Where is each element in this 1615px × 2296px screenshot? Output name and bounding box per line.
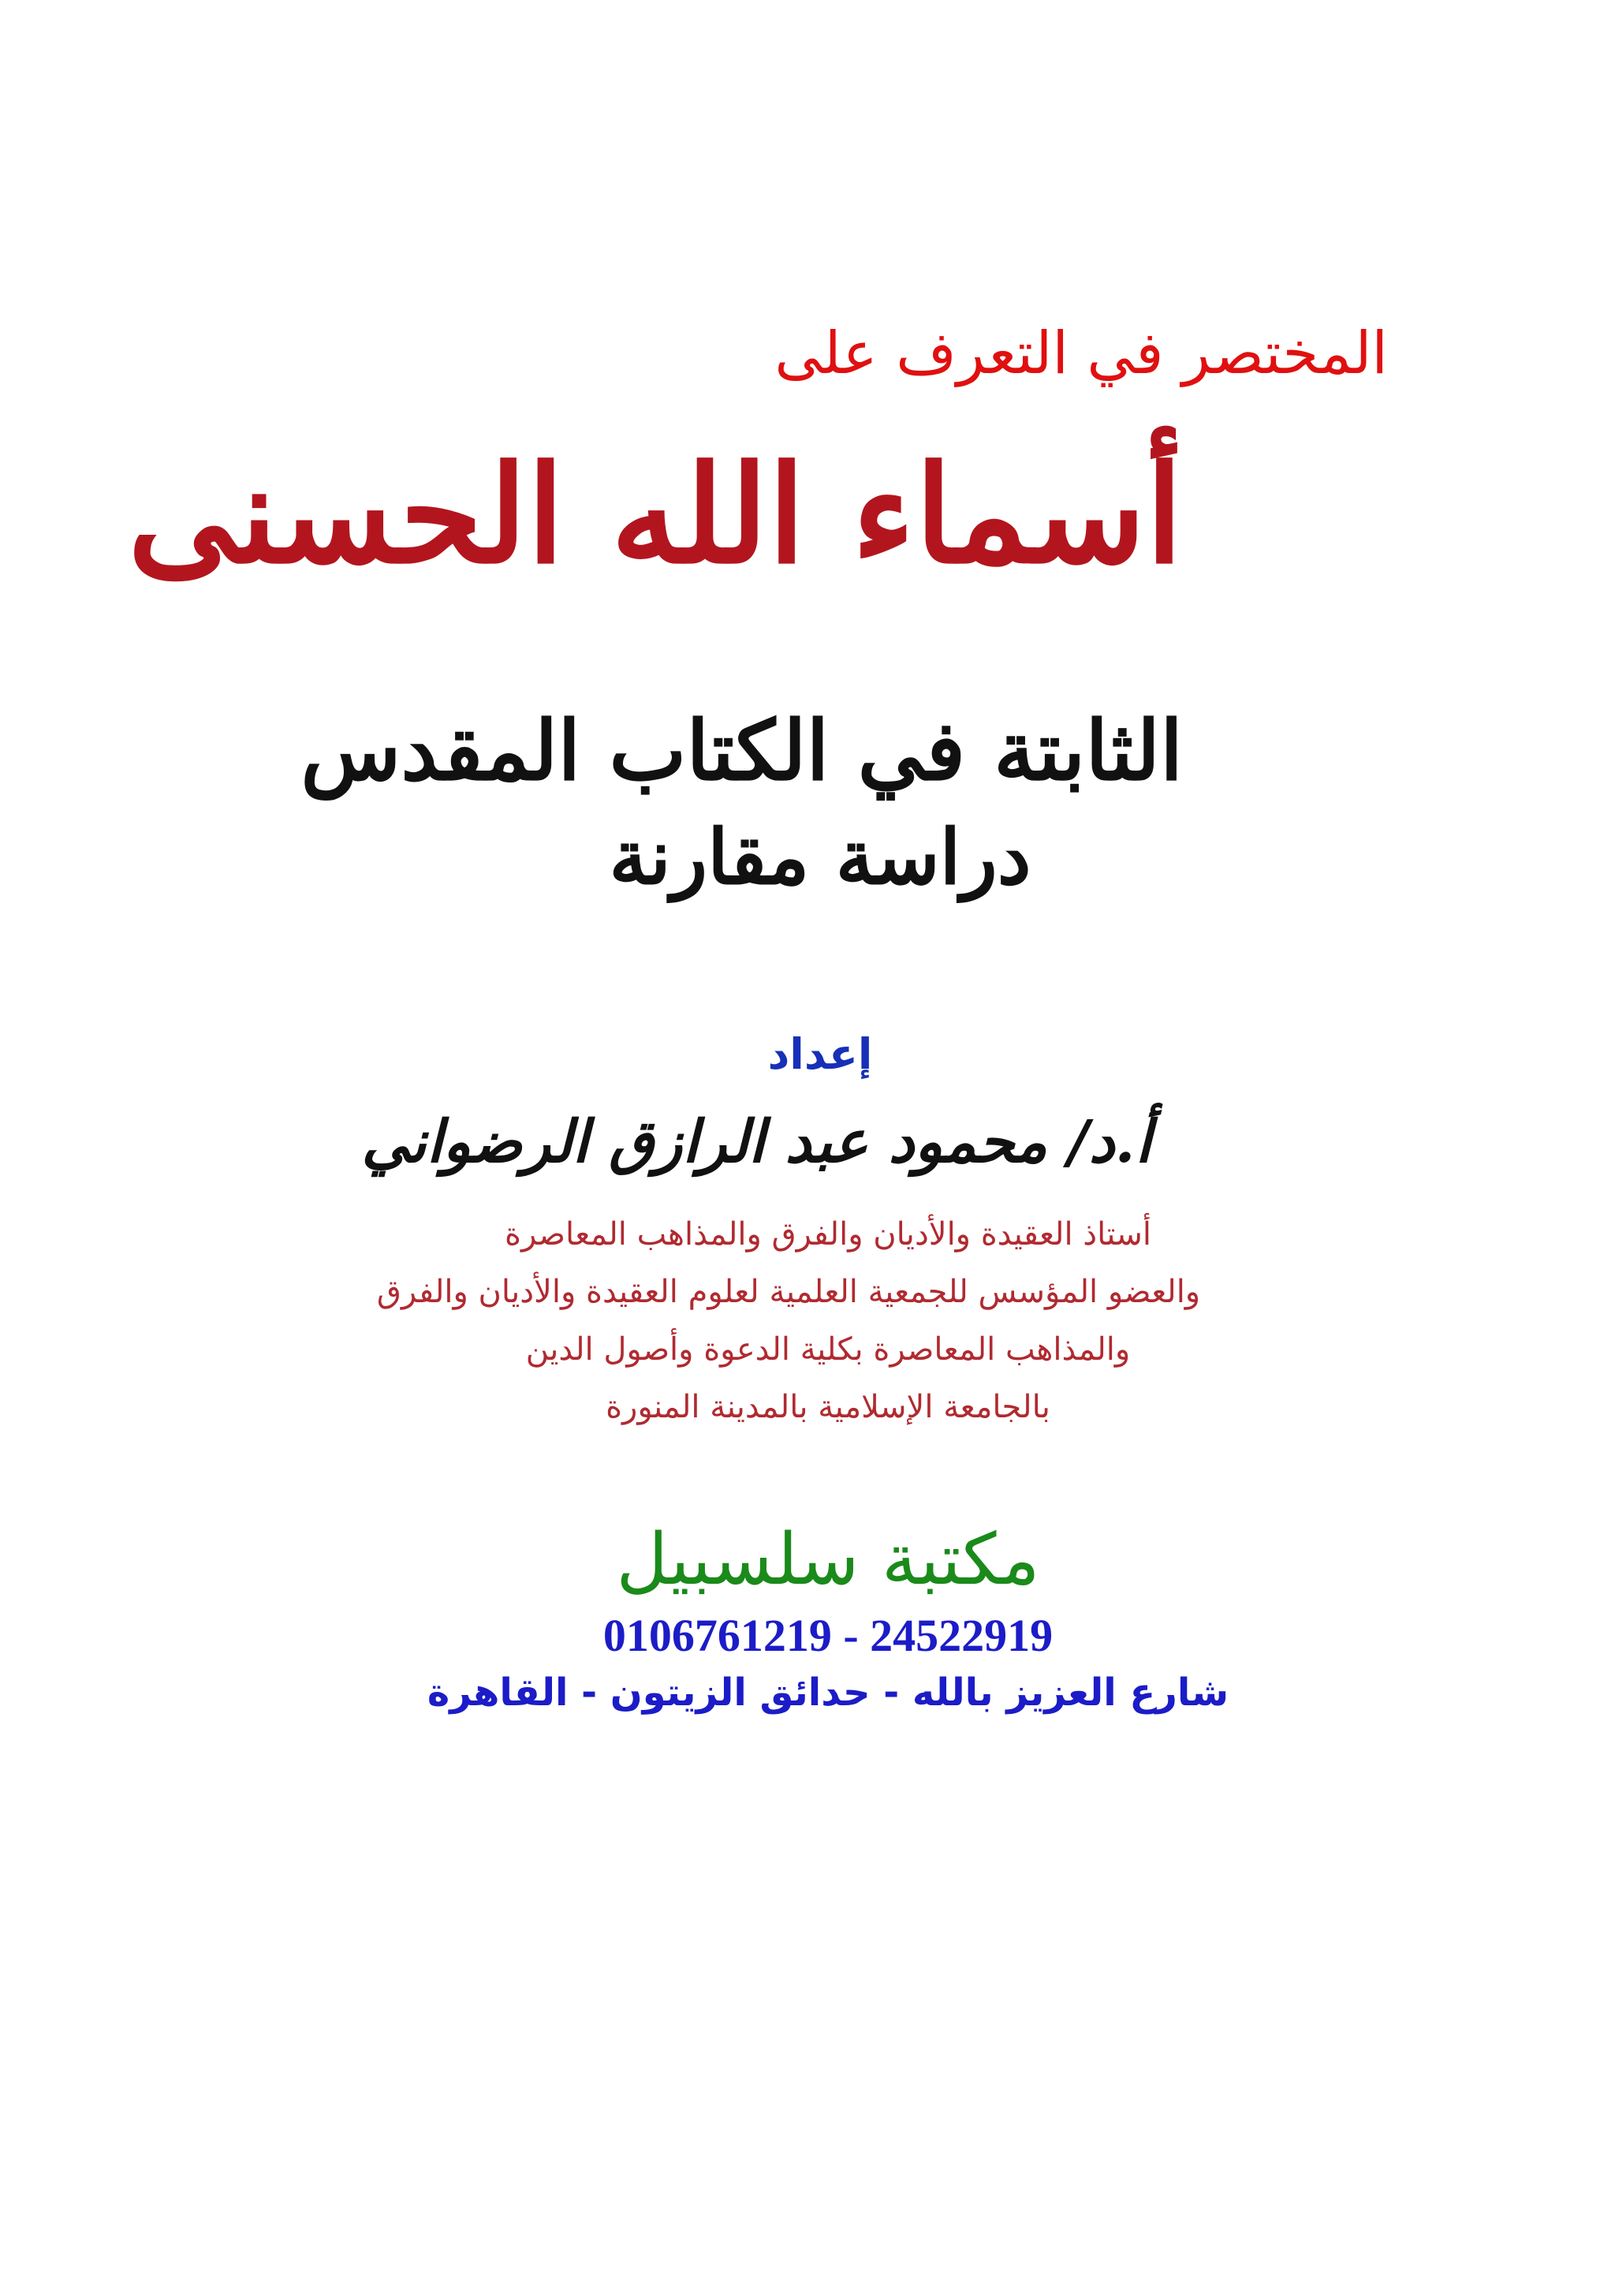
author-credential-line: أستاذ العقيدة والأديان والفرق والمذاهب المعاصرة	[505, 1216, 1151, 1253]
publisher-name: مكتبة سلسبيل	[616, 1518, 1040, 1601]
publisher-phones: 0106761219 - 24522919	[602, 1610, 1054, 1661]
author-credential-line: بالجامعة الإسلامية بالمدينة المنورة	[606, 1389, 1050, 1425]
subtitle-top: المختصر في التعرف على	[774, 319, 1388, 387]
prepared-by-label: إعداد	[767, 1029, 873, 1079]
book-subtitle: الثابتة في الكتاب المقدس	[300, 702, 1183, 799]
author-name: أ.د/ محمود عبد الرازق الرضواني	[361, 1108, 1151, 1176]
author-credential-line: والعضو المؤسس للجمعية العلمية لعلوم العقيدة والأديان والفرق	[376, 1274, 1201, 1310]
publisher-address: شارع العزيز بالله - حدائق الزيتون - القاهرة	[427, 1671, 1229, 1715]
book-title: أسماء الله الحسنى	[128, 436, 1183, 594]
study-label: دراسة مقارنة	[609, 812, 1031, 902]
author-credential-line: والمذاهب المعاصرة بكلية الدعوة وأصول الدين	[525, 1331, 1131, 1368]
